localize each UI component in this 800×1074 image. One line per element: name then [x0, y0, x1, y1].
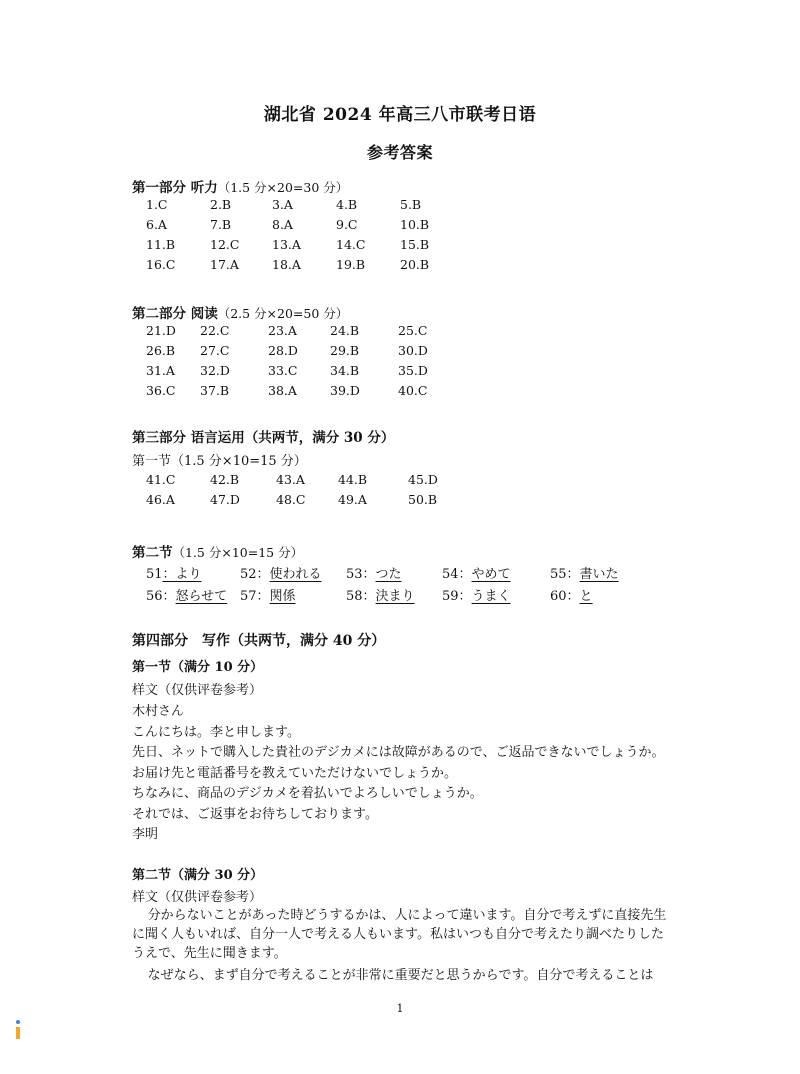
fill-answer-text: やめて: [471, 567, 511, 582]
answer-cell: 20.B: [400, 257, 430, 272]
letter-line: それでは、ご返事をお待ちしております。: [132, 806, 378, 822]
answer-cell: 4.B: [336, 197, 358, 212]
part4-sec1-heading: 第一节（满分 10 分）: [132, 660, 264, 675]
answer-cell: 27.C: [200, 343, 230, 358]
fill-answer-number: 55：: [550, 567, 580, 582]
answer-cell: 26.B: [146, 343, 176, 358]
answer-cell: 13.A: [272, 237, 301, 252]
letter-line: 木村さん: [132, 704, 185, 719]
answer-cell: 1.C: [146, 197, 168, 212]
fill-answer-number: 54：: [442, 567, 472, 582]
fill-answer-text: 使われる: [269, 567, 322, 582]
part4-sec2-note: 样文（仅供评卷参考）: [132, 890, 263, 905]
answer-cell: 50.B: [408, 492, 438, 507]
answer-cell: 31.A: [146, 363, 175, 378]
fill-answer: [346, 563, 402, 582]
fill-answer: [550, 563, 619, 582]
part4-heading: 第四部分 写作（共两节，满分 40 分）: [132, 633, 386, 649]
answer-cell: 38.A: [268, 383, 297, 398]
part3-sec2-scoring: （1.5 分×10=15 分）: [172, 545, 304, 560]
answer-cell: 8.A: [272, 217, 293, 232]
answer-cell: 30.D: [398, 343, 428, 358]
answer-cell: 43.A: [276, 472, 305, 487]
answer-cell: 3.A: [272, 197, 293, 212]
fill-answer-number: 53：: [346, 567, 376, 582]
fill-answer: [442, 585, 511, 604]
part1-heading: [132, 176, 348, 196]
answer-cell: 9.C: [336, 217, 358, 232]
fill-answer-number: 51: [146, 567, 163, 582]
answer-cell: 23.A: [268, 323, 297, 338]
letter-line: こんにちは。李と申します。: [132, 724, 300, 740]
answer-cell: 22.C: [200, 323, 230, 338]
viewer-indicator-icon: [16, 1020, 20, 1040]
part4-sec1-note: 样文（仅供评卷参考）: [132, 683, 263, 698]
fill-answer: [550, 585, 593, 604]
answer-cell: 44.B: [338, 472, 368, 487]
part2-scoring: （2.5 分×20=50 分）: [217, 306, 349, 321]
answer-cell: 28.D: [268, 343, 298, 358]
fill-answer: [240, 585, 296, 604]
essay-paragraph-1: 分からないことがあった時どうするかは、人によって違います。自分で考えずに直接先生に聞く人もいれば、自分一人で考える人もいます。私はいつも自分で考えたり調べたりしたうえで、先生に聞きます。: [132, 908, 667, 961]
fill-answer-text: 書いた: [579, 567, 619, 582]
answer-cell: 37.B: [200, 383, 230, 398]
page-subtitle: 参考答案: [366, 143, 433, 162]
answer-cell: 42.B: [210, 472, 240, 487]
answer-cell: 33.C: [268, 363, 298, 378]
letter-line: 李明: [132, 827, 159, 842]
fill-answer-text: つた: [375, 567, 402, 582]
part4-sec2-heading: 第二节（满分 30 分）: [132, 868, 264, 883]
fill-answer: [146, 563, 202, 582]
fill-answer-text: ：より: [162, 567, 202, 582]
answer-cell: 35.D: [398, 363, 428, 378]
fill-answer: [346, 585, 415, 604]
answer-cell: 7.B: [210, 217, 232, 232]
answer-cell: 16.C: [146, 257, 176, 272]
answer-cell: 32.D: [200, 363, 230, 378]
answer-cell: 39.D: [330, 383, 360, 398]
letter-line: ちなみに、商品のデジカメを着払いでよろしいでしょうか。: [132, 786, 483, 801]
essay-paragraph-2: なぜなら、まず自分で考えることが非常に重要だと思うからです。自分で考えることは: [147, 968, 654, 983]
fill-answer: [146, 585, 227, 604]
page-number: 1: [396, 1002, 404, 1015]
fill-answer-number: 52：: [240, 567, 270, 582]
fill-answer-text: 決まり: [375, 589, 415, 604]
fill-answer-number: 59：: [442, 589, 472, 604]
fill-answer-text: と: [579, 589, 593, 604]
answer-cell: 47.D: [210, 492, 240, 507]
part1-title: 第一部分 听力: [132, 180, 218, 196]
answer-cell: 46.A: [146, 492, 175, 507]
fill-answer: [442, 563, 511, 582]
part2-title: 第二部分 阅读: [132, 306, 218, 322]
answer-cell: 45.D: [408, 472, 438, 487]
answer-cell: 11.B: [146, 237, 176, 252]
answer-cell: 25.C: [398, 323, 428, 338]
answer-cell: 19.B: [336, 257, 366, 272]
part3-heading: 第三部分 语言运用（共两节，满分 30 分）: [132, 430, 395, 446]
part3-sec2-heading: [132, 541, 303, 561]
answer-cell: 34.B: [330, 363, 360, 378]
fill-answer-number: 57：: [240, 589, 270, 604]
answer-cell: 14.C: [336, 237, 366, 252]
part3-sec2-title: 第二节: [132, 545, 173, 561]
fill-answer-text: うまく: [471, 589, 511, 604]
answer-cell: 48.C: [276, 492, 306, 507]
fill-answer-text: 関係: [269, 589, 296, 604]
answer-cell: 5.B: [400, 197, 422, 212]
letter-line: お届け先と電話番号を教えていただけないでしょうか。: [132, 765, 458, 781]
page-title: 湖北省 2024 年高三八市联考日语: [263, 105, 537, 125]
answer-cell: 36.C: [146, 383, 176, 398]
answer-cell: 24.B: [330, 323, 360, 338]
answer-cell: 29.B: [330, 343, 360, 358]
answer-cell: 2.B: [210, 197, 232, 212]
answer-cell: 49.A: [338, 492, 367, 507]
answer-cell: 12.C: [210, 237, 240, 252]
part1-scoring: （1.5 分×20=30 分）: [217, 180, 349, 195]
part2-heading: [132, 302, 348, 322]
letter-line: 先日、ネットで購入した貴社のデジカメには故障があるので、ご返品できないでしょうか。: [132, 745, 665, 760]
fill-answer-number: 56：: [146, 589, 176, 604]
fill-answer-number: 60：: [550, 589, 580, 604]
fill-answer: [240, 563, 322, 582]
fill-answer-text: 怒らせて: [175, 589, 228, 604]
answer-cell: 18.A: [272, 257, 301, 272]
answer-cell: 10.B: [400, 217, 430, 232]
answer-cell: 40.C: [398, 383, 428, 398]
answer-cell: 6.A: [146, 217, 167, 232]
answer-cell: 17.A: [210, 257, 239, 272]
answer-cell: 15.B: [400, 237, 430, 252]
fill-answer-number: 58：: [346, 589, 376, 604]
answer-cell: 21.D: [146, 323, 176, 338]
answer-cell: 41.C: [146, 472, 176, 487]
part3-sec1-label: 第一节（1.5 分×10=15 分）: [132, 454, 307, 469]
